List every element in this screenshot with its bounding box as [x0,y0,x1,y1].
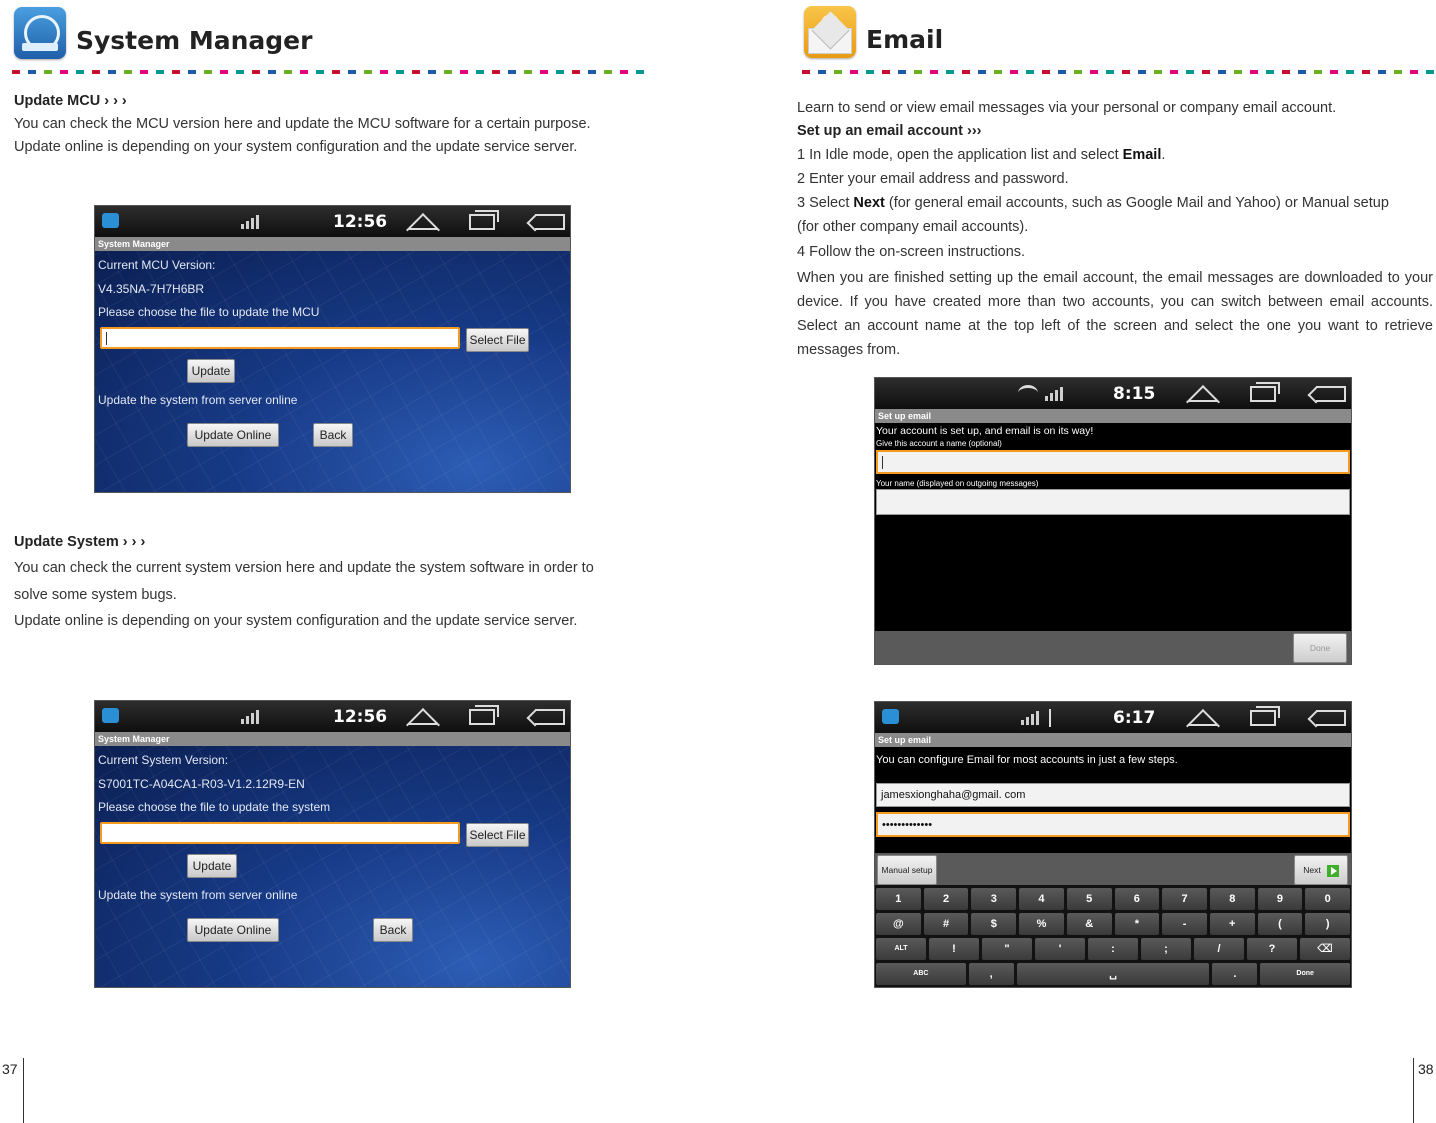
key-slash[interactable]: / [1194,938,1244,960]
signal-icon [1021,711,1039,725]
status-clock: 12:56 [333,212,388,232]
next-button[interactable]: Next [1294,855,1348,885]
system-version-label: Current System Version: [98,753,229,767]
key-question[interactable]: ? [1247,938,1297,960]
file-path-input[interactable] [100,327,460,349]
select-file-button[interactable]: Select File [466,328,529,352]
system-update-screenshot [94,700,571,988]
step-2: 2 Enter your email address and password. [797,171,1069,187]
keyboard-row-numbers [876,888,1350,910]
account-name-label: Give this account a name (optional) [876,439,1002,448]
status-clock: 8:15 [1113,384,1156,404]
decorative-divider [12,70,648,74]
system-manager-icon [14,7,66,59]
text-caret [882,456,883,469]
page-title: System Manager [76,25,313,55]
status-bar [95,701,570,732]
mcu-version-label: Current MCU Version: [98,258,216,272]
on-screen-keyboard [875,885,1351,987]
mcu-description: You can check the MCU version here and update the MCU software for a certain purpose. [14,116,591,132]
recent-apps-icon[interactable] [469,214,495,230]
key-apostrophe[interactable]: ' [1035,938,1085,960]
step-4: 4 Follow the on-screen instructions. [797,244,1026,260]
status-bar [875,702,1351,733]
recent-apps-icon[interactable] [1250,386,1276,402]
online-update-label: Update the system from server online [98,393,298,407]
back-icon[interactable] [535,709,565,725]
key-at[interactable]: @ [876,913,921,935]
choose-file-label: Please choose the file to update the MCU [98,305,320,319]
email-intro: Learn to send or view email messages via your personal or company email account. [797,100,1337,116]
email-icon [804,6,856,58]
page-edge-line [1413,1058,1414,1123]
key-4[interactable]: 4 [1019,888,1064,910]
page-number: 37 [2,1061,18,1077]
system-description-3: Update online is depending on your system configuration and the update service server. [14,613,578,629]
key-1[interactable]: 1 [876,888,921,910]
key-abc[interactable]: ABC [876,963,966,985]
done-button[interactable]: Done [1293,633,1347,663]
back-button[interactable]: Back [373,918,413,942]
key-2[interactable]: 2 [924,888,969,910]
key-9[interactable]: 9 [1258,888,1303,910]
keyboard-row-symbols [876,913,1350,935]
step-1: 1 In Idle mode, open the application list and select Email. [797,147,1166,163]
configure-message: You can configure Email for most accounts in just a few steps. [876,754,1178,766]
choose-file-label: Please choose the file to update the system [98,800,331,814]
mcu-update-screenshot [94,205,571,493]
back-icon[interactable] [1316,386,1346,402]
key-semicolon[interactable]: ; [1141,938,1191,960]
setup-email-heading: Set up an email account ››› [797,123,982,139]
backspace-icon[interactable]: ⌫ [1300,938,1350,960]
app-titlebar: Set up email [875,409,1351,423]
system-description-2: solve some system bugs. [14,587,177,603]
email-paragraph: When you are finished setting up the email account, the email messages are downloaded to your device. If you have created more than two accounts, you can switch between email accounts. Select an account name at the top left of the screen and select the one you want to retrieve messages from. [797,270,1433,358]
notification-icon [882,709,899,724]
key-hash[interactable]: # [924,913,969,935]
action-bar [875,853,1351,886]
key-plus[interactable]: + [1210,913,1255,935]
app-content [875,423,1351,664]
key-minus[interactable]: - [1162,913,1207,935]
mcu-description-2: Update online is depending on your system configuration and the update service server. [14,139,578,155]
key-5[interactable]: 5 [1067,888,1112,910]
online-update-label: Update the system from server online [98,888,298,902]
update-button[interactable]: Update [187,359,235,383]
back-button[interactable]: Back [313,423,353,447]
signal-icon [241,215,259,229]
notification-icon [102,708,119,723]
key-comma[interactable]: , [969,963,1014,985]
account-setup-screenshot [874,377,1352,665]
key-ampersand[interactable]: & [1067,913,1112,935]
usb-icon [1049,709,1051,727]
signal-icon [241,710,259,724]
key-8[interactable]: 8 [1210,888,1255,910]
system-description: You can check the current system version here and update the system software in order to [14,560,594,576]
status-clock: 6:17 [1113,708,1156,728]
step-3-continued: (for other company email accounts). [797,219,1029,235]
key-close-paren[interactable]: ) [1305,913,1350,935]
status-bar [95,206,570,237]
page-number: 38 [1418,1061,1434,1077]
manual-setup-button[interactable]: Manual setup [877,855,937,885]
key-period[interactable]: . [1212,963,1257,985]
wifi-icon [1018,385,1038,401]
file-path-input[interactable] [100,822,460,844]
your-name-input[interactable] [876,489,1350,515]
home-icon[interactable] [1189,386,1217,402]
status-clock: 12:56 [333,707,388,727]
update-mcu-heading: Update MCU › › › [14,93,127,109]
step-3: 3 Select Next (for general email accounts, such as Google Mail and Yahoo) or Manual setup [797,195,1389,211]
signal-icon [1045,387,1063,401]
keyboard-row-punctuation [876,938,1350,960]
key-colon[interactable]: : [1088,938,1138,960]
key-3[interactable]: 3 [971,888,1016,910]
action-bar [875,631,1351,664]
key-7[interactable]: 7 [1162,888,1207,910]
home-icon[interactable] [409,214,437,230]
keyboard-row-bottom [876,963,1350,985]
email-setup-screenshot [874,701,1352,988]
key-done[interactable]: Done [1260,963,1350,985]
app-titlebar: System Manager [95,732,570,746]
key-alt[interactable]: ALT [876,938,926,960]
update-button[interactable]: Update [187,854,237,878]
text-caret [106,332,107,345]
key-exclamation[interactable]: ! [929,938,979,960]
key-6[interactable]: 6 [1115,888,1160,910]
status-bar [875,378,1351,409]
key-asterisk[interactable]: * [1115,913,1160,935]
key-dollar[interactable]: $ [971,913,1016,935]
key-double-quote[interactable]: " [982,938,1032,960]
recent-apps-icon[interactable] [1250,710,1276,726]
recent-apps-icon[interactable] [469,709,495,725]
password-input[interactable]: ••••••••••••• [876,812,1350,837]
app-titlebar: System Manager [95,237,570,251]
home-icon[interactable] [409,709,437,725]
update-system-heading: Update System › › › [14,534,146,550]
home-icon[interactable] [1189,710,1217,726]
email-header [804,6,943,58]
back-icon[interactable] [1316,710,1346,726]
setup-complete-message: Your account is set up, and email is on its way! [876,425,1094,437]
system-manager-header [14,7,312,59]
back-icon[interactable] [535,214,565,230]
page-edge-line [23,1058,24,1123]
account-name-input[interactable] [876,450,1350,474]
app-content [95,251,570,492]
decorative-divider [802,70,1436,74]
update-online-button[interactable]: Update Online [187,918,279,942]
update-online-button[interactable]: Update Online [187,423,279,447]
key-0[interactable]: 0 [1305,888,1350,910]
right-page [718,0,1436,1123]
email-address-input[interactable]: jamesxionghaha@gmail. com [876,783,1350,807]
key-space[interactable]: ␣ [1017,963,1210,985]
key-open-paren[interactable]: ( [1258,913,1303,935]
notification-icon [102,213,119,228]
mcu-version-value: V4.35NA-7H7H6BR [98,282,205,296]
key-percent[interactable]: % [1019,913,1064,935]
app-titlebar: Set up email [875,733,1351,747]
page-title: Email [866,24,944,54]
app-content [95,746,570,987]
next-arrow-icon [1327,865,1339,877]
your-name-label: Your name (displayed on outgoing messages) [876,479,1039,488]
envelope-icon [808,28,852,54]
system-version-value: S7001TC-A04CA1-R03-V1.2.12R9-EN [98,777,305,791]
select-file-button[interactable]: Select File [466,823,529,847]
